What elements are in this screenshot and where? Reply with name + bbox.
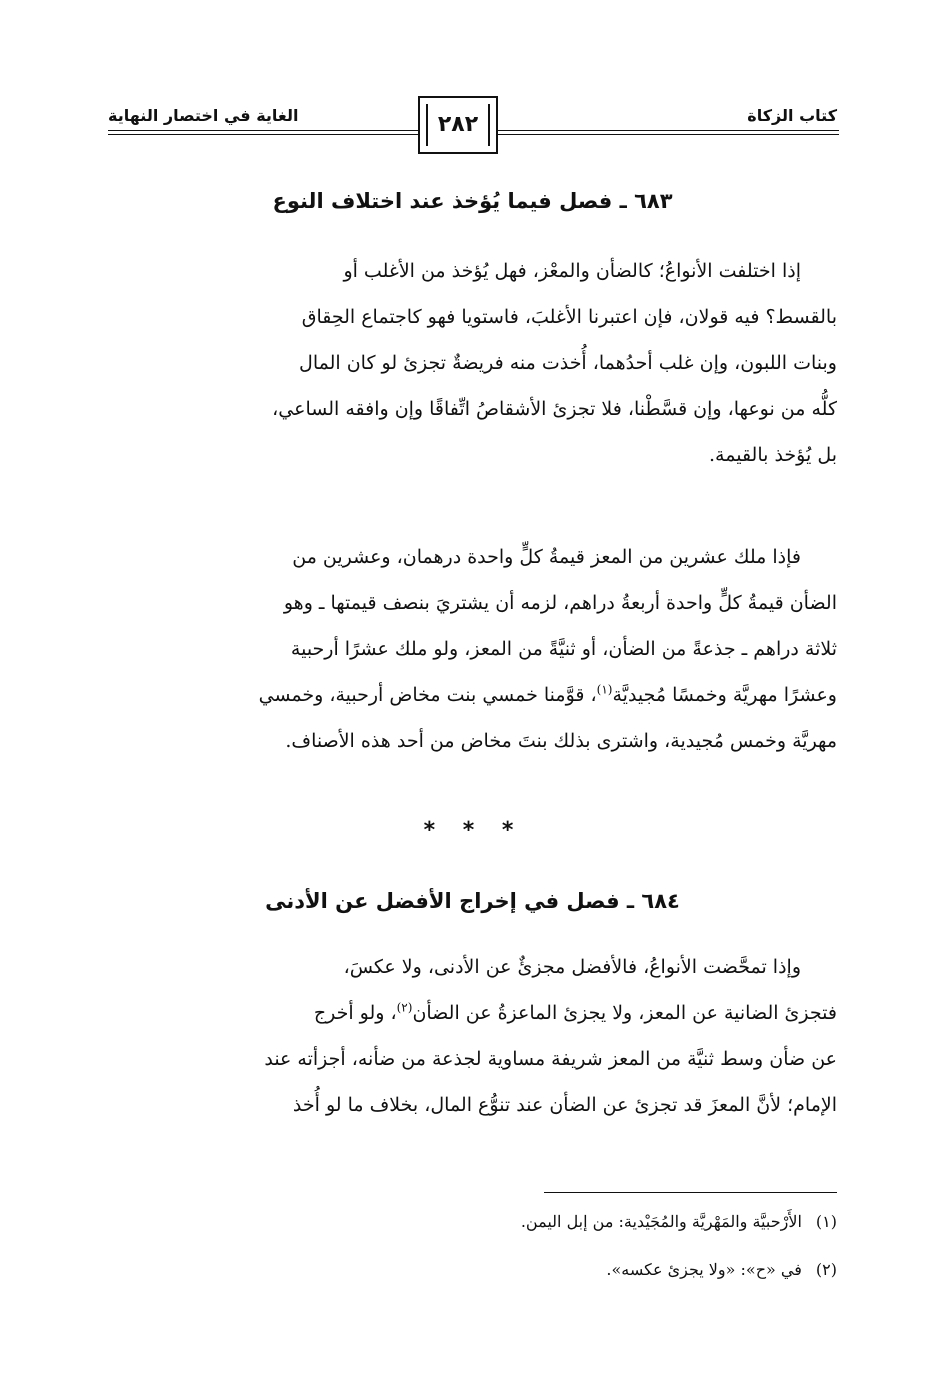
text-line: بل يُؤخذ بالقيمة. — [709, 444, 837, 466]
page-number-frame — [418, 96, 498, 154]
running-header-title: الغاية في اختصار النهاية — [108, 106, 299, 125]
text-line: عن ضأن وسط ثنيَّة من المعز شريفة مساوية لجذعة من ضأنه، أجزأته عند — [264, 1048, 837, 1070]
text-line: بالقسط؟ فيه قولان، فإن اعتبرنا الأغلبَ، فاستويا فهو كاجتماع الحِقاق — [301, 306, 837, 328]
footnote-text: الأَرْحبيَّة والمَهْريَّة والمُجَيْدية: من إبل اليمن. — [520, 1212, 802, 1231]
section-heading: ٦٨٣ ـ فصل فيما يُؤخذ عند اختلاف النوع — [272, 189, 673, 213]
running-header-chapter: كتاب الزكاة — [747, 106, 837, 125]
footnote-rule — [544, 1192, 837, 1193]
text-segment: ، ولو أخرج — [313, 1002, 397, 1024]
page-number: ٢٨٢ — [437, 112, 479, 137]
footnote — [217, 1210, 837, 1234]
text-line: ثلاثة دراهم ـ جذعةً من الضأن، أو ثنيَّةً من المعز، ولو ملك عشرًا أرحبية — [290, 638, 837, 660]
text-segment: ، قوَّمنا خمسي بنت مخاض أرحبية، وخمسي — [258, 684, 597, 706]
section-separator: * * * — [423, 818, 524, 843]
text-line: مهريَّة وخمس مُجيدية، واشترى بذلك بنتَ مخاض من أحد هذه الأصناف. — [285, 730, 837, 752]
paragraph — [108, 248, 837, 478]
footnote-ref[interactable]: (١) — [596, 682, 613, 697]
text-line: الإمام؛ لأنَّ المعزَ قد تجزئ عن الضأن عند تنوُّع المال، بخلاف ما لو أُخذ — [292, 1094, 837, 1116]
text-segment: وعشرًا مهريَّة وخمسًا مُجيديَّة — [612, 684, 837, 706]
paragraph — [108, 944, 837, 1128]
text-line: كلُّه من نوعها، وإن قسَّطْنا، فلا تجزئ الأشقاصُ اتِّفاقًا وإن وافقه الساعي، — [272, 398, 837, 420]
footnote-number: (٢) — [815, 1260, 837, 1279]
footnote-number: (١) — [815, 1212, 837, 1231]
text-line: وإذا تمحَّضت الأنواعُ، فالأفضل مجزئٌ عن الأدنى، ولا عكسَ، — [343, 956, 801, 978]
text-segment: فتجزئ الضانية عن المعز، ولا يجزئ الماعزةُ عن الضأن — [412, 1002, 837, 1024]
section-heading: ٦٨٤ ـ فصل في إخراج الأفضل عن الأدنى — [265, 889, 680, 913]
footnote-ref[interactable]: (٢) — [396, 1000, 413, 1015]
footnote-text: في «ح»: «ولا يجزئ عكسه». — [606, 1260, 802, 1279]
text-line: الضأن قيمةُ كلٍّ واحدة أربعةُ دراهم، لزمه أن يشتريَ بنصف قيمتها ـ وهو — [283, 592, 837, 614]
text-line: وبنات اللبون، وإن غلب أحدُهما، أُخذت منه فريضةٌ تجزئ لو كان المال — [299, 352, 837, 374]
text-line — [108, 672, 837, 718]
text-line: إذا اختلفت الأنواعُ؛ كالضأن والمعْز، فهل يُؤخذ من الأغلب أو — [343, 260, 801, 282]
text-line — [108, 990, 837, 1036]
text-line: فإذا ملك عشرين من المعز قيمةُ كلٍّ واحدة درهمان، وعشرين من — [292, 546, 801, 568]
footnote — [217, 1258, 837, 1282]
paragraph — [108, 534, 837, 764]
